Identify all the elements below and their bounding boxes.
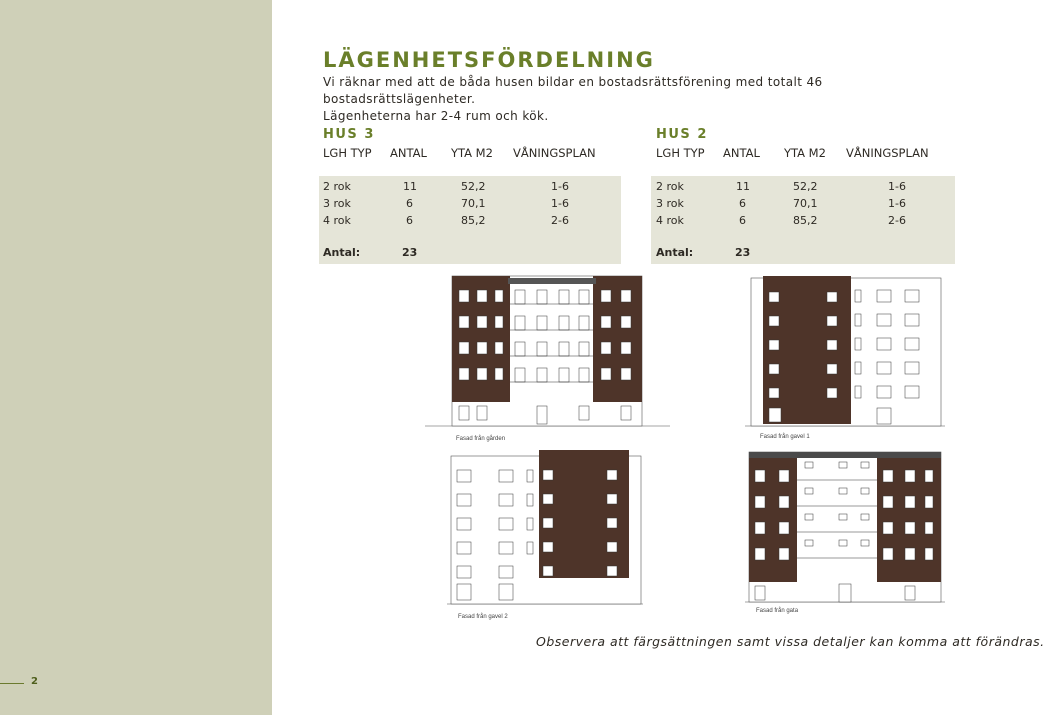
cell-area: 52,2: [793, 180, 818, 193]
cell-area: 70,1: [461, 197, 486, 210]
cell-floors: 1-6: [551, 197, 569, 210]
col-type-header: LGH TYP: [323, 146, 372, 160]
cell-count: 6: [739, 214, 746, 227]
elevation-street-drawing: [745, 448, 945, 606]
elevation-gable-1-drawing: [745, 272, 945, 430]
cell-count: 6: [406, 197, 413, 210]
elevation-svg-courtyard: [425, 272, 670, 430]
total-value: 23: [402, 246, 418, 259]
col-count-header: ANTAL: [723, 146, 760, 160]
page-title: LÄGENHETSFÖRDELNING: [323, 48, 655, 72]
cell-count: 11: [403, 180, 417, 193]
col-floors-header: VÅNINGSPLAN: [846, 146, 929, 160]
col-area-header: YTA M2: [784, 146, 826, 160]
elevation-svg-gable-1: [745, 272, 945, 430]
cell-floors: 2-6: [551, 214, 569, 227]
cell-area: 70,1: [793, 197, 818, 210]
sidebar-panel: [0, 0, 272, 715]
caption-street: Fasad från gata: [756, 608, 799, 614]
cell-floors: 2-6: [888, 214, 906, 227]
cell-floors: 1-6: [888, 180, 906, 193]
house-title: HUS 2: [656, 127, 708, 142]
total-value: 23: [735, 246, 751, 259]
col-type-header: LGH TYP: [656, 146, 705, 160]
cell-type: 4 rok: [323, 214, 351, 227]
intro-line-1: Vi räknar med att de båda husen bildar en bostadsrättsförening med totalt 46 bostadsrättslägenheter.: [323, 75, 823, 106]
elevation-svg-street: [745, 448, 945, 606]
col-floors-header: VÅNINGSPLAN: [513, 146, 596, 160]
caption-gable-2: Fasad från gavel 2: [458, 614, 508, 620]
intro-text: [323, 74, 943, 125]
cell-count: 6: [406, 214, 413, 227]
cell-type: 3 rok: [656, 197, 684, 210]
cell-type: 4 rok: [656, 214, 684, 227]
cell-type: 3 rok: [323, 197, 351, 210]
total-label: Antal:: [656, 246, 694, 259]
caption-gable-1: Fasad från gavel 1: [760, 434, 810, 440]
col-area-header: YTA M2: [451, 146, 493, 160]
elevation-courtyard-drawing: [425, 272, 670, 430]
house-title: HUS 3: [323, 127, 375, 142]
elevation-svg-gable-2: [447, 448, 643, 608]
cell-count: 6: [739, 197, 746, 210]
cell-area: 85,2: [793, 214, 818, 227]
footer-note: Observera att färgsättningen samt vissa detaljer kan komma att förändras.: [536, 634, 1045, 649]
page-number-rule: [0, 683, 24, 684]
total-label: Antal:: [323, 246, 361, 259]
elevation-gable-2-drawing: [447, 448, 643, 608]
cell-area: 85,2: [461, 214, 486, 227]
intro-line-2: Lägenheterna har 2-4 rum och kök.: [323, 109, 549, 123]
cell-type: 2 rok: [656, 180, 684, 193]
col-count-header: ANTAL: [390, 146, 427, 160]
page-number: 2: [31, 676, 38, 687]
cell-type: 2 rok: [323, 180, 351, 193]
cell-floors: 1-6: [551, 180, 569, 193]
caption-courtyard: Fasad från gården: [456, 436, 506, 442]
cell-area: 52,2: [461, 180, 486, 193]
cell-count: 11: [736, 180, 750, 193]
cell-floors: 1-6: [888, 197, 906, 210]
